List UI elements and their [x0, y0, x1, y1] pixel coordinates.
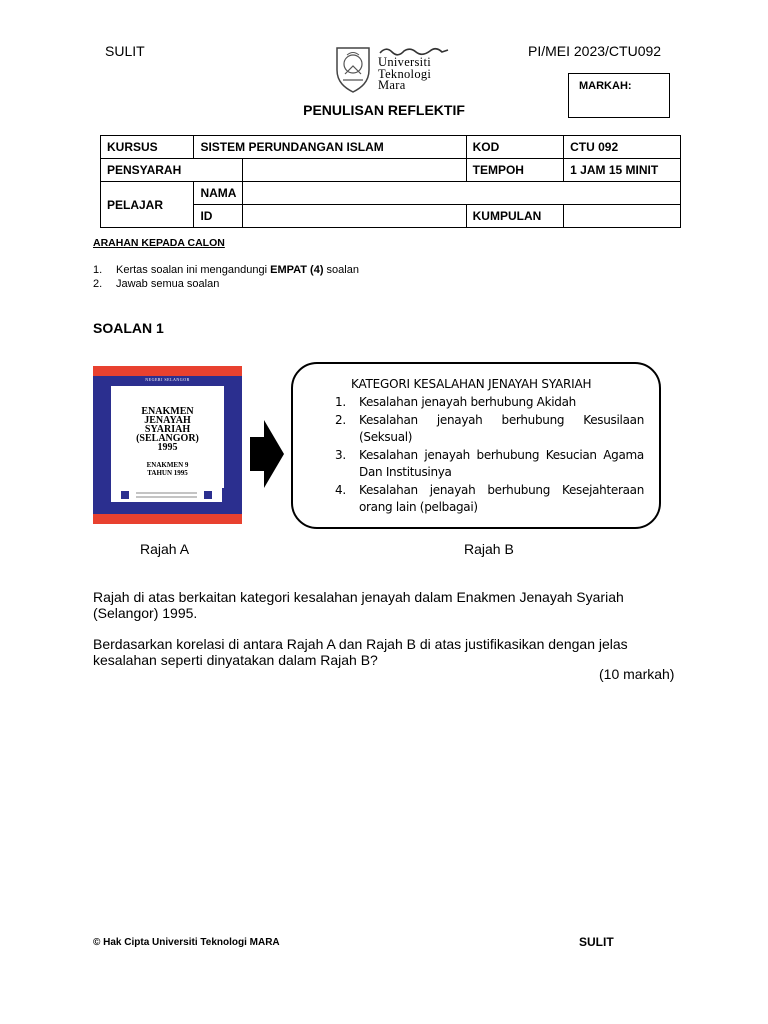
book-title: [112, 407, 223, 452]
kursus-label: KURSUS: [101, 136, 194, 159]
table-row: [101, 136, 681, 159]
red-stripe: [93, 514, 242, 524]
logo-wordmark: [378, 57, 431, 92]
table-row: [101, 159, 681, 182]
list-number: 4.: [335, 482, 346, 497]
crest-icon: [331, 44, 375, 94]
kumpulan-label: KUMPULAN: [466, 205, 564, 228]
book-publisher-strip: [111, 488, 222, 502]
logo-line-2: Teknologi: [378, 66, 432, 81]
book-subtitle-line: ENAKMEN 9: [146, 461, 189, 469]
tempoh-label: TEMPOH: [466, 159, 564, 182]
red-stripe: [93, 366, 242, 376]
instruction-text-end: soalan: [323, 264, 359, 276]
question-paragraph-2: Berdasarkan korelasi di antara Rajah A dan Rajah B di atas justifikasikan dengan jelas kesalahan seperti dinyatakan dalam Rajah B?: [93, 636, 628, 668]
book-state-label: NEGERI SELANGOR: [145, 377, 190, 382]
book-subtitle: [112, 461, 223, 477]
document-code: PI/MEI 2023/CTU092: [528, 43, 662, 59]
instruction-text: Kertas soalan ini mengandungi: [116, 264, 271, 276]
arrow-right-icon: [250, 420, 284, 488]
category-text: Kesalahan jenayah berhubung Kesejahteraan orang lain (pelbagai): [359, 482, 644, 514]
list-item: [93, 263, 359, 277]
category-list: [333, 394, 644, 517]
list-item: [333, 482, 644, 517]
category-text: Kesalahan jenayah berhubung Akidah: [359, 395, 576, 409]
category-text: Kesalahan jenayah berhubung Kesusilaan (Seksual): [359, 412, 644, 444]
instruction-bold: EMPAT (4): [270, 264, 324, 276]
nama-field[interactable]: [243, 182, 681, 205]
question-paragraph-1: Rajah di atas berkaitan kategori kesalahan jenayah dalam Enakmen Jenayah Syariah (Selangor) 1995.: [93, 589, 624, 621]
kumpulan-field[interactable]: [564, 205, 681, 228]
figure-a-caption: Rajah A: [140, 541, 190, 557]
list-number: 3.: [335, 447, 346, 462]
book-title-line: SYARIAH: [144, 424, 191, 435]
pensyarah-label: PENSYARAH: [101, 159, 243, 182]
book-cover-image: [93, 366, 242, 524]
table-row: [101, 182, 681, 205]
list-item: [93, 277, 359, 291]
list-item: [333, 412, 644, 447]
question-heading: SOALAN 1: [93, 320, 164, 336]
id-field[interactable]: [243, 205, 466, 228]
book-title-line: ENAKMEN: [141, 406, 194, 417]
list-item: [333, 394, 644, 412]
marks-label: (10 markah): [599, 666, 675, 682]
pelajar-label: PELAJAR: [101, 182, 194, 228]
list-number: 1.: [93, 264, 103, 276]
book-title-panel: [111, 386, 224, 488]
category-heading: KATEGORI KESALAHAN JENAYAH SYARIAH: [351, 377, 592, 391]
kursus-value: SISTEM PERUNDANGAN ISLAM: [194, 136, 466, 159]
book-title-line: 1995: [157, 442, 178, 453]
list-item: [333, 447, 644, 482]
info-table: [100, 135, 681, 223]
category-text: Kesalahan jenayah berhubung Kesucian Agama Dan Institusinya: [359, 447, 644, 479]
page-title: PENULISAN REFLEKTIF: [303, 102, 465, 118]
pensyarah-field[interactable]: [243, 159, 466, 182]
book-title-line: (SELANGOR): [136, 433, 199, 444]
kod-label: KOD: [466, 136, 564, 159]
logo-line-3: Mara: [378, 78, 406, 92]
classification-header: SULIT: [105, 43, 145, 59]
logo-line-1: Universiti: [378, 55, 431, 69]
instructions-list: [93, 263, 359, 291]
category-box: [291, 362, 661, 529]
copyright-footer: © Hak Cipta Universiti Teknologi MARA: [93, 937, 280, 948]
book-title-line: JENAYAH: [144, 415, 191, 426]
tempoh-value: 1 JAM 15 MINIT: [564, 159, 681, 182]
id-label: ID: [194, 205, 243, 228]
book-subtitle-line: TAHUN 1995: [147, 469, 188, 477]
classification-footer: SULIT: [579, 935, 614, 949]
kod-value: CTU 092: [564, 136, 681, 159]
publisher-marks-icon: [111, 488, 222, 502]
figure-b-caption: Rajah B: [464, 541, 514, 557]
university-logo: [331, 44, 453, 96]
list-number: 1.: [335, 395, 346, 409]
instructions-heading: ARAHAN KEPADA CALON: [93, 237, 225, 249]
list-number: 2.: [335, 412, 346, 427]
instruction-text: Jawab semua soalan: [116, 278, 220, 290]
nama-label: NAMA: [194, 182, 243, 205]
list-number: 2.: [93, 278, 103, 290]
markah-label: MARKAH:: [579, 80, 632, 92]
